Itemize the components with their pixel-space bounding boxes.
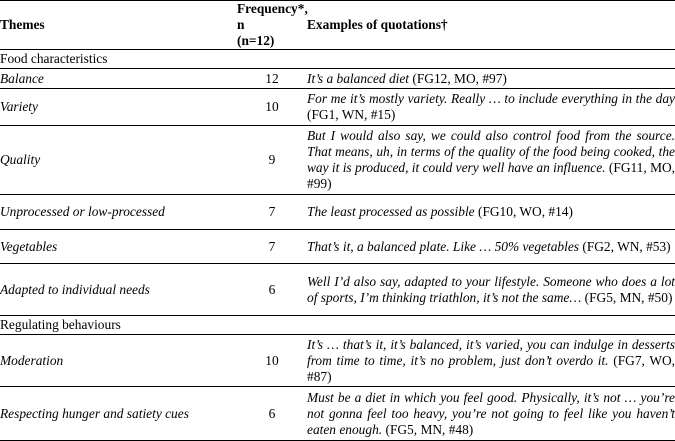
quotation-cell (307, 335, 675, 387)
table-row (0, 69, 675, 89)
theme-cell: Variety (0, 89, 237, 126)
frequency-cell: 10 (237, 335, 307, 387)
frequency-cell: 9 (237, 126, 307, 195)
theme-cell: Unprocessed or low-processed (0, 195, 237, 230)
header-frequency-line1: Frequency*, n (237, 1, 308, 32)
quotation-reference: (FG7, WO, #87) (307, 352, 675, 384)
quotation-text: Must be a diet in which you feel good. Physically, it’s not … you’re not gonna feel too heavy, you’re not going to feel like you haven’t eaten enough. (307, 389, 675, 437)
frequency-cell: 10 (237, 89, 307, 126)
table-row (0, 387, 675, 441)
quotation-reference: (FG5, MN, #50) (584, 289, 673, 305)
table-row (0, 89, 675, 126)
quotation-cell (307, 387, 675, 441)
theme-cell: Vegetables (0, 230, 237, 264)
theme-cell: Quality (0, 126, 237, 195)
quotation-text: Well I’d also say, adapted to your lifestyle. Someone who does a lot of sports, I’m thinking triathlon, it’s not the same… (307, 273, 675, 305)
theme-cell: Adapted to individual needs (0, 264, 237, 316)
table-header-row (0, 1, 675, 50)
quotation-cell (307, 230, 675, 264)
quotation-reference: (FG1, WN, #15) (307, 107, 396, 122)
theme-cell: Respecting hunger and satiety cues (0, 387, 237, 441)
quotation-cell (307, 195, 675, 230)
quotation-reference: (FG11, MO, #99) (307, 160, 675, 191)
header-frequency-line2: (n=12) (237, 33, 275, 48)
quotation-cell (307, 126, 675, 195)
quotation-reference: (FG10, WO, #14) (477, 204, 573, 219)
section-title: Food characteristics (0, 50, 675, 69)
header-examples: Examples of quotations† (307, 1, 675, 50)
table-row (0, 230, 675, 264)
quotation-text: It’s … that’s it, it’s balanced, it’s varied, you can indulge in desserts from time to time, it’s no problem, just don’t overdo it. (307, 336, 675, 368)
frequency-cell: 6 (237, 387, 307, 441)
section-row (0, 316, 675, 335)
quotation-text: But I would also say, we could also control food from the source. That means, uh, in terms of the quality of the food being cooked, the way it is produced, it could very well have an influence. (307, 128, 675, 175)
quotation-reference: (FG2, WN, #53) (582, 238, 671, 254)
table-row (0, 195, 675, 230)
quotation-reference: (FG5, MN, #48) (385, 421, 474, 437)
quotation-text: The least processed as possible (307, 204, 475, 219)
frequency-cell: 6 (237, 264, 307, 316)
section-title: Regulating behaviours (0, 316, 675, 335)
quotation-text: For me it’s mostly variety. Really … to include everything in the day (307, 91, 675, 106)
frequency-cell: 12 (237, 69, 307, 89)
table-row (0, 126, 675, 195)
frequency-cell: 7 (237, 195, 307, 230)
frequency-cell: 7 (237, 230, 307, 264)
table-row (0, 335, 675, 387)
quotation-text: It’s a balanced diet (307, 70, 410, 86)
quotation-reference: (FG12, MO, #97) (412, 70, 507, 86)
theme-cell: Balance (0, 69, 237, 89)
quotation-cell (307, 69, 675, 89)
header-themes: Themes (0, 1, 237, 50)
quotation-cell (307, 264, 675, 316)
quotation-text: That’s it, a balanced plate. Like … 50% vegetables (307, 238, 579, 254)
section-row (0, 50, 675, 69)
theme-cell: Moderation (0, 335, 237, 387)
header-frequency (237, 1, 307, 50)
quotation-cell (307, 89, 675, 126)
table-row (0, 264, 675, 316)
